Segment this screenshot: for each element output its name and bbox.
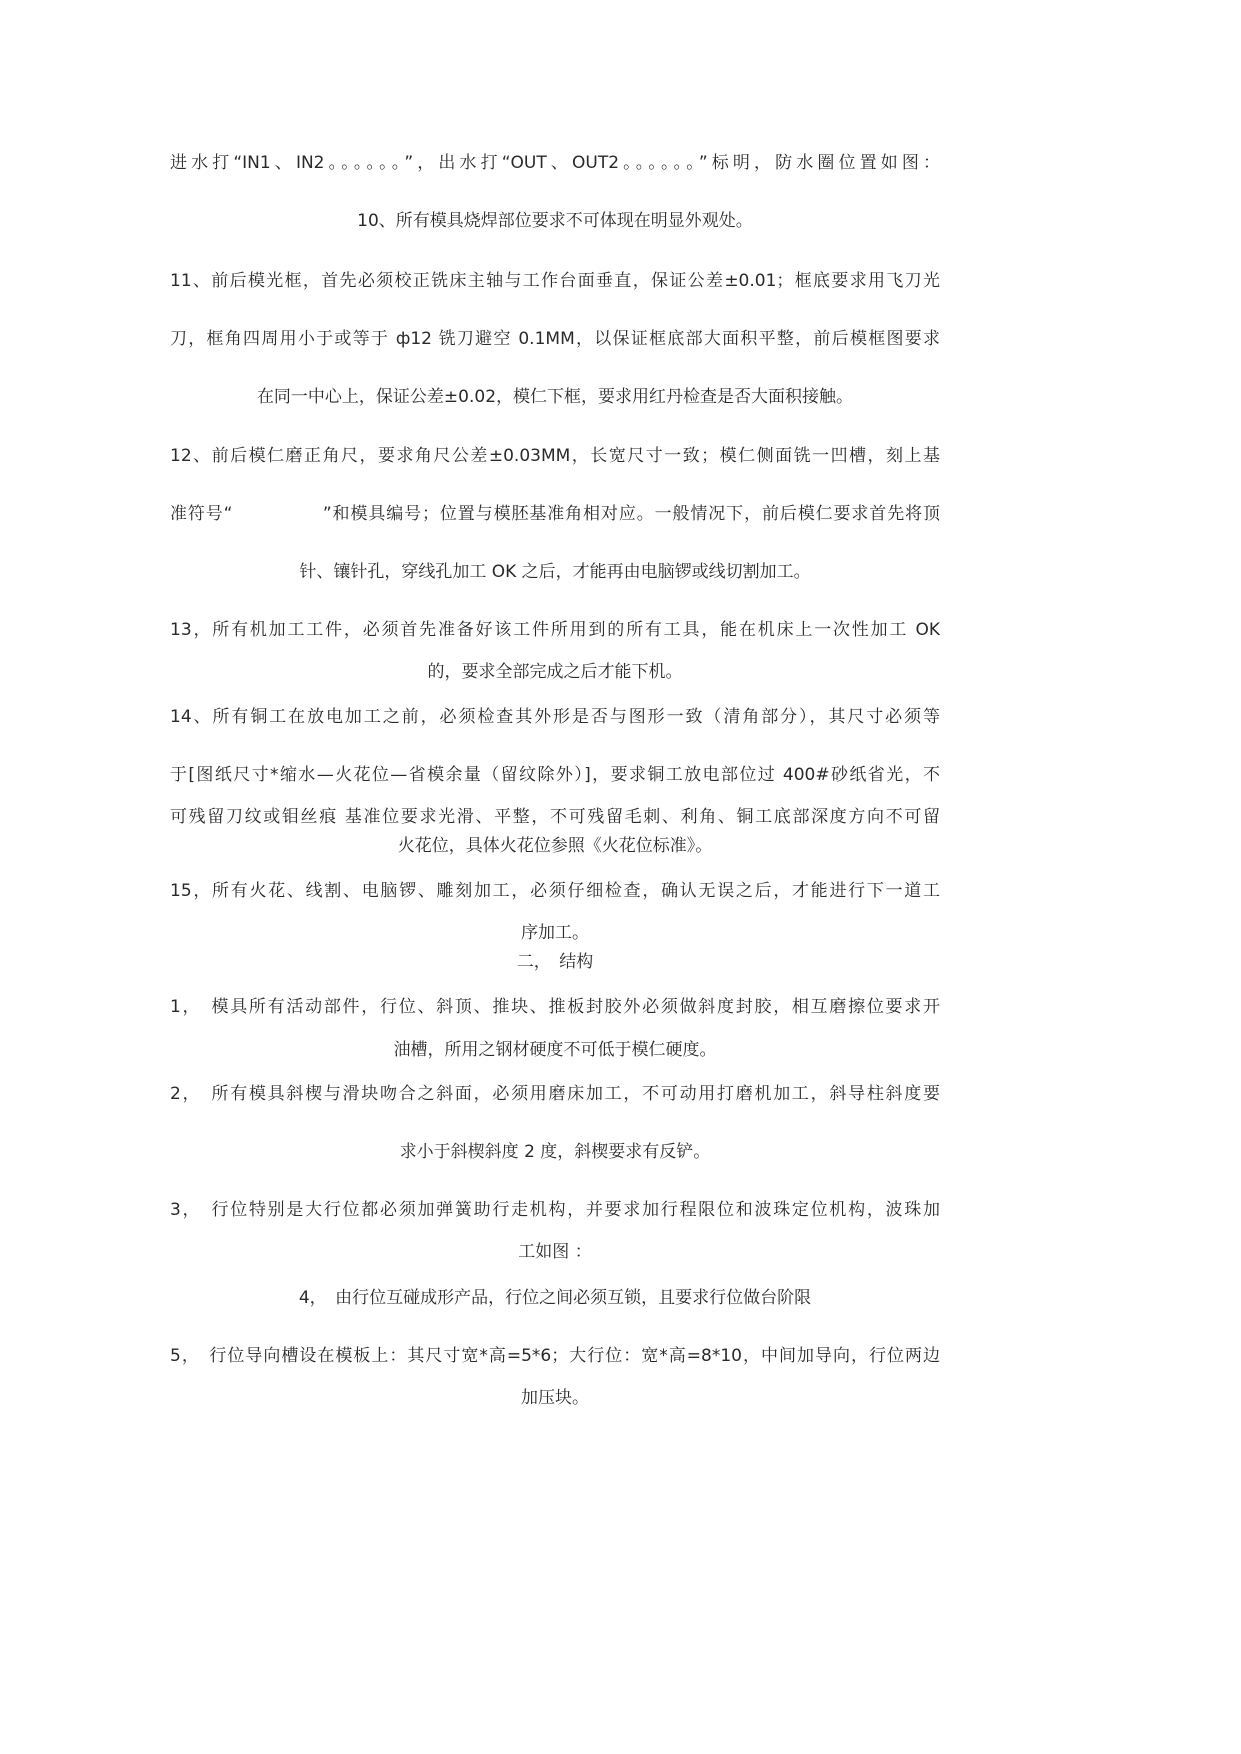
text-line: 准符号“ ”和模具编号；位置与模胚基准角相对应。一般情况下，前后模仁要求首先将顶 xyxy=(170,504,940,524)
text-line: 12、前后模仁磨正角尺，要求角尺公差±0.03MM，长宽尺寸一致；模仁侧面铣一凹槽，刻上基 xyxy=(170,446,940,466)
section-heading: 二， 结构 xyxy=(516,952,594,972)
text-line: 刀，框角四周用小于或等于 ф12 铣刀避空 0.1MM，以保证框底部大面积平整，前后模框图要求 xyxy=(170,329,940,349)
text-line: 序加工。 xyxy=(521,923,589,943)
text-line: 油槽，所用之钢材硬度不可低于模仁硬度。 xyxy=(393,1040,717,1060)
text-line: 火花位，具体火花位参照《火花位标准》。 xyxy=(397,836,713,856)
text-line: 4， 由行位互碰成形产品，行位之间必须互锁，且要求行位做台阶限 xyxy=(298,1288,812,1308)
text-line: 求小于斜楔斜度 2 度，斜楔要求有反铲。 xyxy=(399,1142,711,1162)
text-line: 1， 模具所有活动部件，行位、斜顶、推块、推板封胶外必须做斜度封胶，相互磨擦位要求开 xyxy=(170,997,940,1017)
text-line: 11、前后模光框，首先必须校正铣床主轴与工作台面垂直，保证公差±0.01；框底要求用飞刀光 xyxy=(170,271,940,291)
text-line: 5， 行位导向槽设在模板上：其尺寸宽*高=5*6；大行位：宽*高=8*10，中间加导向，行位两边 xyxy=(170,1346,940,1366)
text-line: 加压块。 xyxy=(521,1388,589,1408)
text-line: 15，所有火花、线割、电脑锣、雕刻加工，必须仔细检查，确认无误之后，才能进行下一道工 xyxy=(170,881,940,901)
text-line: 10、所有模具烧焊部位要求不可体现在明显外观处。 xyxy=(357,211,753,231)
text-line: 进水打“IN1、IN2。。。。。。”，出水打“OUT、OUT2。。。。。。”标明，防水圈位置如图： xyxy=(170,153,940,173)
text-line: 于[图纸尺寸*缩水—火花位—省模余量（留纹除外）]，要求铜工放电部位过 400#砂纸省光，不 xyxy=(170,765,940,785)
text-line: 的，要求全部完成之后才能下机。 xyxy=(427,662,683,682)
text-line: 针、镶针孔，穿线孔加工 OK 之后，才能再由电脑锣或线切割加工。 xyxy=(299,562,811,582)
text-line: 14、所有铜工在放电加工之前，必须检查其外形是否与图形一致（清角部分），其尺寸必须等 xyxy=(170,707,940,727)
text-line: 13，所有机加工工件，必须首先准备好该工件所用到的所有工具，能在机床上一次性加工 OK xyxy=(170,620,940,640)
text-line: 2， 所有模具斜楔与滑块吻合之斜面，必须用磨床加工，不可动用打磨机加工，斜导柱斜度要 xyxy=(170,1084,940,1104)
text-line: 3， 行位特别是大行位都必须加弹簧助行走机构，并要求加行程限位和波珠定位机构，波珠加 xyxy=(170,1200,940,1220)
text-line: 工如图 ： xyxy=(518,1242,592,1262)
text-line: 可残留刀纹或钼丝痕 基准位要求光滑、平整，不可残留毛刺、利角、铜工底部深度方向不可留 xyxy=(170,807,940,827)
text-line: 在同一中心上，保证公差±0.02，模仁下框，要求用红丹检查是否大面积接触。 xyxy=(256,387,854,407)
